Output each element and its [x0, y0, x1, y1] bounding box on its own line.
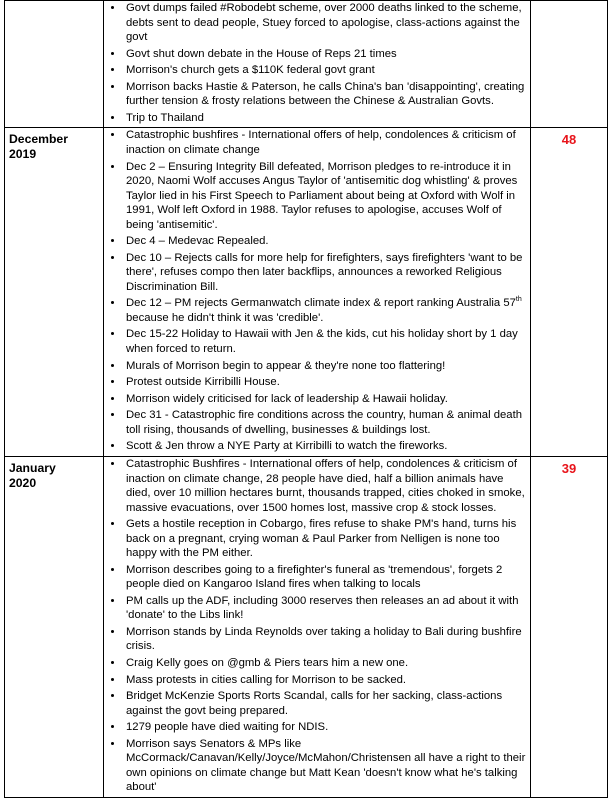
event-count	[531, 1, 607, 5]
events-cell	[104, 1, 531, 128]
event-list	[104, 128, 530, 453]
list-item: • Bridget McKenzie Sports Rorts Scandal, calls for her sacking, class-actions against the govt being prepared.	[124, 689, 530, 718]
events-cell	[104, 457, 531, 798]
table-row	[5, 128, 608, 457]
count-cell	[531, 128, 608, 457]
list-item: • Protest outside Kirribilli House.	[124, 375, 530, 390]
list-item: • Catastrophic bushfires - International offers of help, condolences & criticism of inaction on climate change	[124, 128, 530, 157]
list-item: • Murals of Morrison begin to appear & they're none too flattering!	[124, 359, 530, 374]
month-label	[5, 1, 103, 5]
list-item: • Dec 4 – Medevac Repealed.	[124, 234, 530, 249]
count-cell	[531, 457, 608, 798]
list-item: • Govt dumps failed #Robodebt scheme, over 2000 deaths linked to the scheme, debts sent to dead people, Stuey forced to apologise, class-actions against the govt	[124, 1, 530, 45]
list-item: • Craig Kelly goes on @gmb & Piers tears him a new one.	[124, 656, 530, 671]
list-item: • Gets a hostile reception in Cobargo, fires refuse to shake PM's hand, turns his back on a pregnant, crying woman & Paul Parker from Nelligen is none too happy with the PM either.	[124, 517, 530, 561]
list-item: • Trip to Thailand	[124, 111, 530, 126]
count-cell	[531, 1, 608, 128]
month-cell	[5, 1, 104, 128]
timeline-table	[4, 0, 608, 798]
list-item: • Morrison backs Hastie & Paterson, he calls China's ban 'disappointing', creating further tension & frosty relations between the Chinese & Australian Govts.	[124, 80, 530, 109]
list-item: • Morrison widely criticised for lack of leadership & Hawaii holiday.	[124, 392, 530, 407]
list-item: • Dec 2 – Ensuring Integrity Bill defeated, Morrison pledges to re-introduce it in 2020, Naomi Wolf accuses Angus Taylor of 'antisemitic dog whistling' & proves Taylor lied in his First Speech to Parliament about being at Oxford with Wolf in 1991, Wolf left Oxford in 1988. Taylor refuses to apologise, accuses Wolf of being 'antisemitic'.	[124, 160, 530, 233]
list-item: • Morrison describes going to a firefighter's funeral as 'tremendous', forgets 2 people died on Kangaroo Island fires when talking to locals	[124, 563, 530, 592]
month-cell	[5, 128, 104, 457]
event-count: 39	[561, 461, 577, 476]
list-item: • Govt shut down debate in the House of Reps 21 times	[124, 47, 530, 62]
event-list	[104, 457, 530, 795]
list-item: • Morrison's church gets a $110K federal govt grant	[124, 63, 530, 78]
list-item: • Dec 10 – Rejects calls for more help for firefighters, says firefighters 'want to be there', refuses compo then later backflips, announces a reworked Religious Discrimination Bill.	[124, 251, 530, 295]
list-item: • 1279 people have died waiting for NDIS.	[124, 720, 530, 735]
list-item: • Dec 31 - Catastrophic fire conditions across the country, human & animal death toll rising, thousands of dwelling, businesses & buildings lost.	[124, 408, 530, 437]
list-item: • PM calls up the ADF, including 3000 reserves then releases an ad about it with 'donate' to the Libs link!	[124, 594, 530, 623]
events-cell	[104, 128, 531, 457]
list-item: • Mass protests in cities calling for Morrison to be sacked.	[124, 673, 530, 688]
month-label: December 2019	[9, 132, 68, 162]
event-list	[104, 1, 530, 125]
month-label: January 2020	[9, 461, 56, 490]
list-item: • Morrison says Senators & MPs like McCormack/Canavan/Kelly/Joyce/McMahon/Christensen all have a right to their own opinions on climate change but Matt Kean 'doesn't know what he's talking about'	[124, 737, 530, 795]
list-item: • Dec 12 – PM rejects Germanwatch climate index & report ranking Australia 57th because he didn't think it was 'credible'.	[124, 296, 530, 325]
list-item: • Dec 15-22 Holiday to Hawaii with Jen & the kids, cut his holiday short by 1 day when forced to return.	[124, 327, 530, 356]
table-row	[5, 1, 608, 128]
list-item: • Scott & Jen throw a NYE Party at Kirribilli to watch the fireworks.	[124, 439, 530, 454]
list-item: • Catastrophic Bushfires - International offers of help, condolences & criticism of inaction on climate change, 28 people have died, half a billion animals have died, over 10 million hectares burnt, thousands trapped, cities choked in smoke, massive evacuations, over 1500 homes lost, massive crop & stock losses.	[124, 457, 530, 515]
list-item: • Morrison stands by Linda Reynolds over taking a holiday to Bali during bushfire crisis.	[124, 625, 530, 654]
event-count: 48	[561, 132, 577, 148]
table-row	[5, 457, 608, 798]
month-cell	[5, 457, 104, 798]
